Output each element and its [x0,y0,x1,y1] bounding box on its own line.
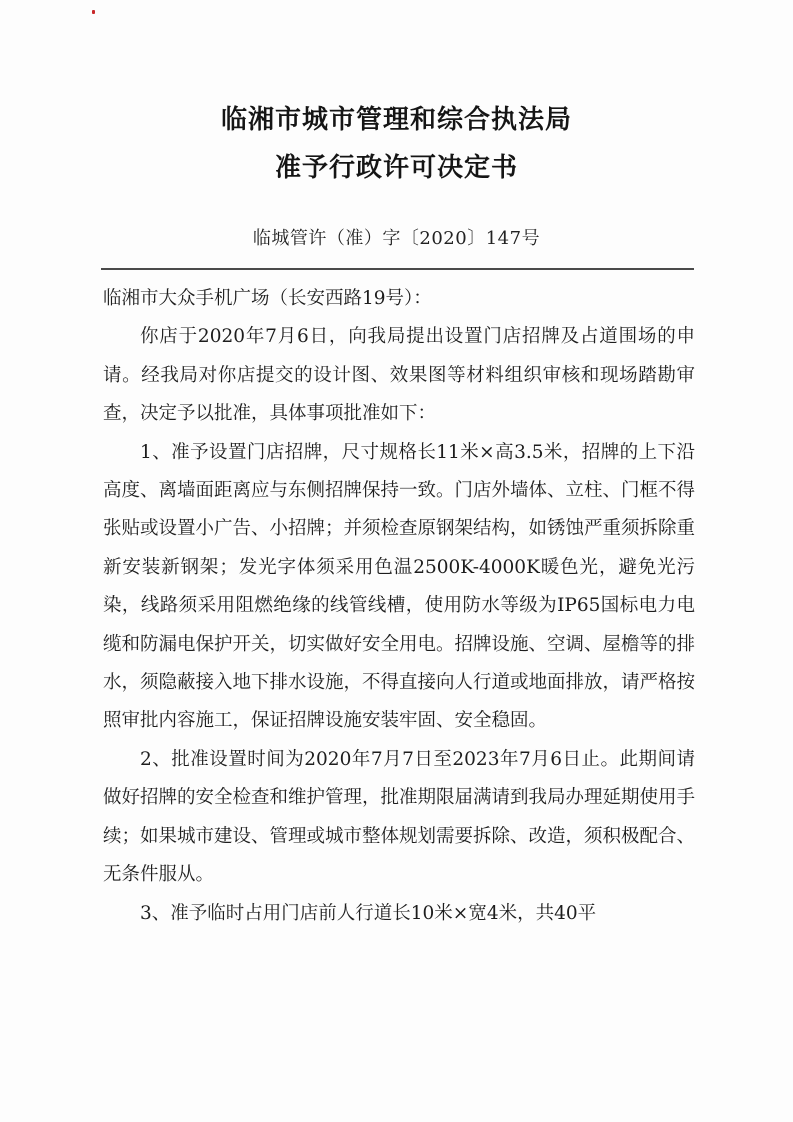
paragraph-item-1: 1、准予设置门店招牌，尺寸规格长11米×高3.5米，招牌的上下沿高度、离墙面距离应与东侧招牌保持一致。门店外墙体、立柱、门框不得张贴或设置小广告、小招牌；并须检查原钢架结构，如锈蚀严重须拆除重新安装新钢架；发光字体须采用色温2500K-4000K暖色光，避免光污染，线路须采用阻燃绝缘的线管线槽，使用防水等级为IP65国标电力电缆和防漏电保护开关，切实做好安全用电。招牌设施、空调、屋檐等的排水，须隐蔽接入地下排水设施，不得直接向人行道或地面排放，请严格按照审批内容施工，保证招牌设施安装牢固、安全稳固。 [103,441,696,732]
paragraph-item-2: 2、批准设置时间为2020年7月7日至2023年7月6日止。此期间请做好招牌的安全检查和维护管理，批准期限届满请到我局办理延期使用手续；如果城市建设、管理或城市整体规划需要拆除、改造，须积极配合、无条件服从。 [103,748,696,886]
addressee: 临湘市大众手机广场（长安西路19号）： [103,288,432,309]
header-divider [101,268,694,270]
issuer-title: 临湘市城市管理和综合执法局 [220,105,572,135]
paragraph-item-3: 3、准予临时占用门店前人行道长10米×宽4米，共40平 [140,902,597,924]
document-body [103,280,695,933]
red-mark [92,10,95,14]
document-number: 临城管许（准）字〔2020〕147号 [252,228,541,249]
document-title: 准予行政许可决定书 [274,153,518,183]
paragraph-intro: 你店于2020年7月6日，向我局提出设置门店招牌及占道围场的申请。经我局对你店提交的设计图、效果图等材料组织审核和现场踏勘审查，决定予以批准，具体事项批准如下： [103,326,695,425]
